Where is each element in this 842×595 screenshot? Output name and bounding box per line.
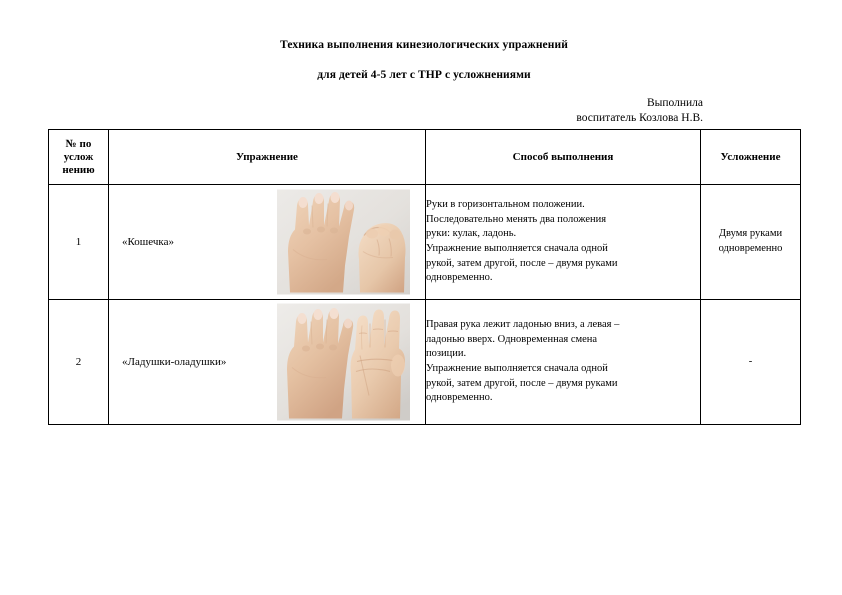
column-header-complication-label: Усложнение	[720, 150, 781, 163]
table-row	[49, 185, 801, 300]
column-header-method	[426, 130, 701, 185]
page-title-line-1: Техника выполнения кинезиологических упражнений	[280, 39, 568, 51]
author-name: воспитатель Козлова Н.В.	[576, 112, 703, 124]
table-header-row	[49, 130, 801, 185]
column-header-exercise-label: Упражнение	[236, 150, 298, 163]
exercise-cell	[109, 185, 426, 300]
table-row	[49, 300, 801, 425]
exercise-name-label: «Ладушки-оладушки»	[122, 355, 227, 368]
method-line: ладонью вверх. Одновременная смена	[426, 333, 598, 345]
method-line: позиции.	[426, 348, 467, 360]
complication-cell: Двумя руками одновременно	[701, 185, 801, 300]
method-line: одновременно.	[426, 272, 493, 284]
exercise-name-label: «Кошечка»	[122, 235, 174, 248]
method-line: рукой, затем другой, после – двумя руками	[426, 377, 618, 389]
hands-palm-and-fist-image	[277, 190, 410, 295]
document-title-block	[48, 38, 800, 82]
complication-cell: -	[701, 300, 801, 425]
column-header-number	[49, 130, 109, 185]
exercises-table	[48, 129, 801, 425]
method-line: Правая рука лежит ладонью вниз, а левая –	[426, 319, 620, 331]
table-body	[49, 185, 801, 425]
row-number-cell: 1	[49, 185, 109, 300]
table-header	[49, 130, 801, 185]
method-line: одновременно.	[426, 392, 493, 404]
method-line: Упражнение выполняется сначала одной	[426, 243, 608, 254]
author-block	[48, 96, 703, 126]
column-header-complication	[701, 130, 801, 185]
method-line: рукой, затем другой, после – двумя руками	[426, 257, 618, 269]
column-header-number-label: № по услож нению	[62, 137, 95, 176]
exercises-table-wrapper	[48, 129, 800, 425]
method-line: Руки в горизонтальном положении.	[426, 199, 585, 211]
method-line: Упражнение выполняется сначала одной	[426, 363, 608, 374]
column-header-exercise	[109, 130, 426, 185]
author-label: Выполнила	[646, 97, 703, 109]
column-header-method-label: Способ выполнения	[512, 150, 614, 163]
method-line: Последовательно менять два положения	[426, 213, 607, 225]
hands-palm-down-and-palm-up-photo	[277, 304, 410, 421]
method-line: руки: кулак, ладонь.	[426, 228, 517, 240]
row-number-cell: 2	[49, 300, 109, 425]
exercise-cell	[109, 300, 426, 425]
method-cell	[426, 185, 701, 300]
hands-palm-and-fist-photo	[277, 190, 410, 295]
hands-palm-down-and-palm-up-image	[277, 304, 410, 421]
page-title-line-2: для детей 4-5 лет с ТНР с усложнениями	[317, 69, 531, 81]
method-cell	[426, 300, 701, 425]
